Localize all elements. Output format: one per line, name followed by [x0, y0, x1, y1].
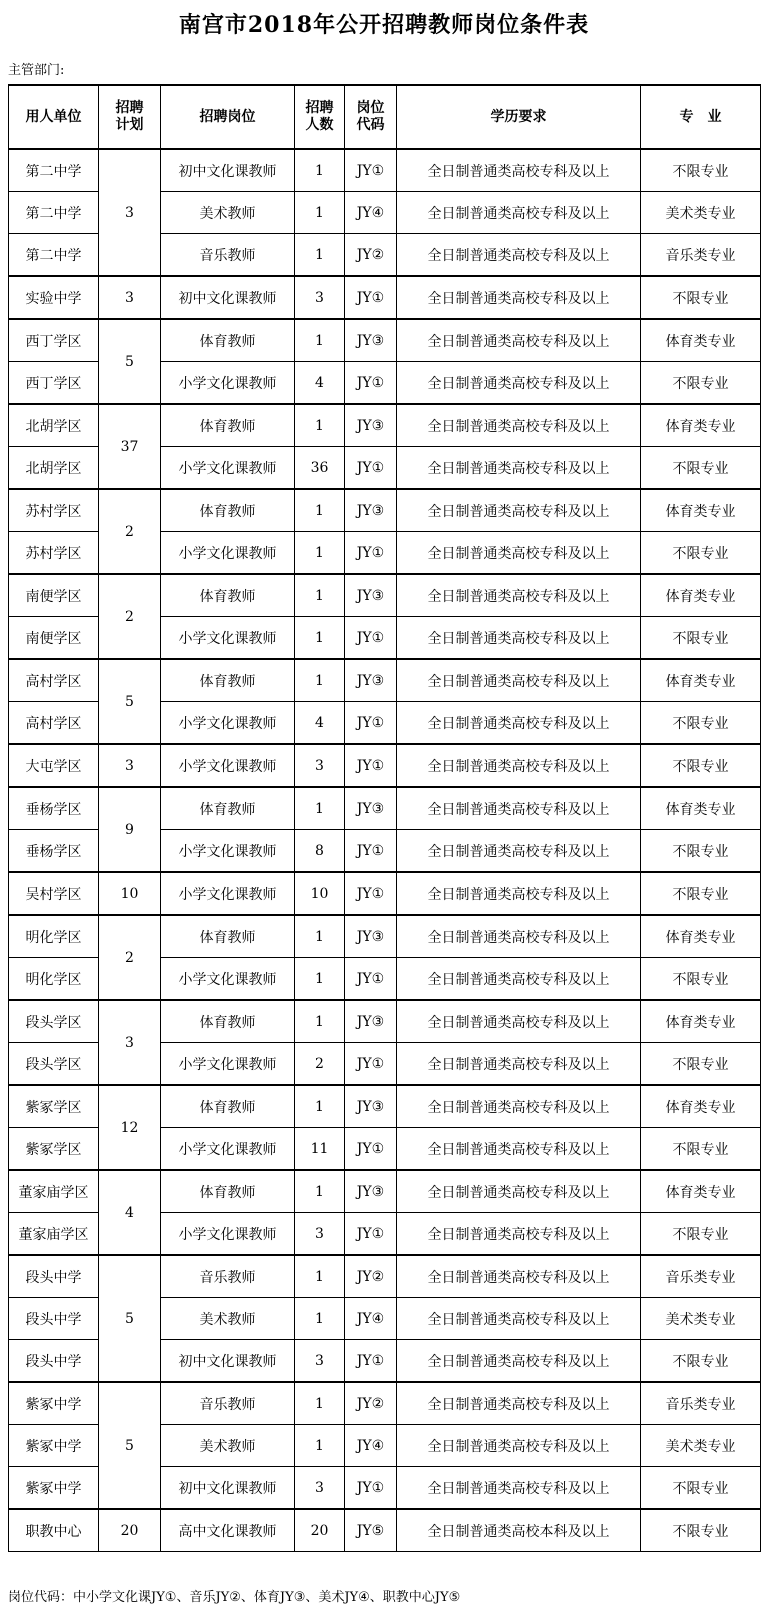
cell-count: 1	[295, 574, 345, 617]
cell-position: 小学文化课教师	[161, 830, 295, 873]
cell-unit: 职教中心	[9, 1509, 99, 1552]
cell-major: 不限专业	[641, 744, 761, 787]
table-row	[9, 489, 761, 532]
cell-plan: 10	[99, 872, 161, 915]
cell-code: JY③	[345, 1000, 397, 1043]
cell-unit: 垂杨学区	[9, 830, 99, 873]
cell-education: 全日制普通类高校专科及以上	[397, 1467, 641, 1510]
cell-position: 初中文化课教师	[161, 276, 295, 319]
cell-code: JY①	[345, 532, 397, 575]
cell-code: JY③	[345, 1170, 397, 1213]
cell-position: 音乐教师	[161, 234, 295, 277]
cell-code: JY③	[345, 1085, 397, 1128]
cell-code: JY①	[345, 1340, 397, 1383]
cell-plan: 5	[99, 659, 161, 744]
cell-plan: 5	[99, 1255, 161, 1382]
table-row	[9, 1509, 761, 1552]
cell-education: 全日制普通类高校专科及以上	[397, 702, 641, 745]
cell-unit: 段头学区	[9, 1000, 99, 1043]
cell-count: 1	[295, 1085, 345, 1128]
header-count: 招聘 人数	[295, 85, 345, 149]
cell-count: 3	[295, 276, 345, 319]
cell-education: 全日制普通类高校专科及以上	[397, 404, 641, 447]
cell-position: 小学文化课教师	[161, 1128, 295, 1171]
cell-major: 不限专业	[641, 447, 761, 490]
cell-major: 不限专业	[641, 1128, 761, 1171]
cell-code: JY①	[345, 149, 397, 192]
cell-major: 不限专业	[641, 1509, 761, 1552]
cell-unit: 紫冢学区	[9, 1085, 99, 1128]
cell-unit: 苏村学区	[9, 489, 99, 532]
cell-unit: 吴村学区	[9, 872, 99, 915]
cell-code: JY③	[345, 404, 397, 447]
cell-education: 全日制普通类高校专科及以上	[397, 830, 641, 873]
cell-code: JY②	[345, 234, 397, 277]
cell-unit: 段头中学	[9, 1340, 99, 1383]
cell-education: 全日制普通类高校专科及以上	[397, 532, 641, 575]
cell-code: JY④	[345, 1425, 397, 1467]
cell-count: 3	[295, 1467, 345, 1510]
cell-education: 全日制普通类高校专科及以上	[397, 1128, 641, 1171]
cell-position: 小学文化课教师	[161, 1043, 295, 1086]
cell-position: 体育教师	[161, 915, 295, 958]
cell-unit: 实验中学	[9, 276, 99, 319]
header-education: 学历要求	[397, 85, 641, 149]
cell-education: 全日制普通类高校专科及以上	[397, 574, 641, 617]
cell-major: 不限专业	[641, 1340, 761, 1383]
cell-position: 音乐教师	[161, 1255, 295, 1298]
cell-unit: 高村学区	[9, 702, 99, 745]
cell-major: 体育类专业	[641, 574, 761, 617]
cell-education: 全日制普通类高校专科及以上	[397, 1085, 641, 1128]
header-row	[9, 85, 761, 149]
cell-major: 体育类专业	[641, 1085, 761, 1128]
cell-education: 全日制普通类高校专科及以上	[397, 447, 641, 490]
footnote: 岗位代码：中小学文化课JY①、音乐JY②、体育JY③、美术JY④、职教中心JY⑤	[8, 1590, 461, 1605]
cell-code: JY①	[345, 447, 397, 490]
cell-count: 1	[295, 1382, 345, 1425]
cell-unit: 大屯学区	[9, 744, 99, 787]
cell-position: 小学文化课教师	[161, 447, 295, 490]
cell-count: 3	[295, 744, 345, 787]
table-row	[9, 404, 761, 447]
cell-unit: 紫冢中学	[9, 1467, 99, 1510]
cell-education: 全日制普通类高校专科及以上	[397, 489, 641, 532]
cell-count: 1	[295, 617, 345, 660]
cell-position: 小学文化课教师	[161, 532, 295, 575]
header-position: 招聘岗位	[161, 85, 295, 149]
cell-code: JY①	[345, 1467, 397, 1510]
cell-education: 全日制普通类高校专科及以上	[397, 1298, 641, 1340]
cell-education: 全日制普通类高校专科及以上	[397, 234, 641, 277]
cell-position: 体育教师	[161, 489, 295, 532]
cell-unit: 明化学区	[9, 915, 99, 958]
cell-position: 美术教师	[161, 1298, 295, 1340]
cell-code: JY③	[345, 319, 397, 362]
cell-code: JY①	[345, 872, 397, 915]
cell-count: 1	[295, 915, 345, 958]
cell-position: 小学文化课教师	[161, 617, 295, 660]
cell-education: 全日制普通类高校专科及以上	[397, 617, 641, 660]
cell-major: 不限专业	[641, 276, 761, 319]
department-label: 主管部门:	[8, 63, 65, 78]
table-row	[9, 276, 761, 319]
cell-position: 体育教师	[161, 787, 295, 830]
cell-position: 小学文化课教师	[161, 744, 295, 787]
cell-major: 不限专业	[641, 958, 761, 1001]
cell-position: 小学文化课教师	[161, 872, 295, 915]
cell-major: 体育类专业	[641, 404, 761, 447]
table-row	[9, 744, 761, 787]
cell-count: 1	[295, 787, 345, 830]
cell-plan: 5	[99, 1382, 161, 1509]
cell-education: 全日制普通类高校专科及以上	[397, 1255, 641, 1298]
table-row	[9, 787, 761, 830]
cell-count: 3	[295, 1213, 345, 1256]
header-major: 专 业	[641, 85, 761, 149]
table-row	[9, 1382, 761, 1425]
cell-code: JY①	[345, 1213, 397, 1256]
cell-major: 不限专业	[641, 149, 761, 192]
cell-count: 1	[295, 404, 345, 447]
cell-plan: 4	[99, 1170, 161, 1255]
cell-education: 全日制普通类高校专科及以上	[397, 958, 641, 1001]
cell-position: 体育教师	[161, 659, 295, 702]
cell-plan: 37	[99, 404, 161, 489]
table-row	[9, 1170, 761, 1213]
cell-count: 2	[295, 1043, 345, 1086]
cell-major: 不限专业	[641, 1043, 761, 1086]
cell-unit: 第二中学	[9, 234, 99, 277]
cell-education: 全日制普通类高校专科及以上	[397, 319, 641, 362]
cell-count: 1	[295, 958, 345, 1001]
cell-plan: 3	[99, 1000, 161, 1085]
cell-major: 体育类专业	[641, 1170, 761, 1213]
cell-education: 全日制普通类高校专科及以上	[397, 1425, 641, 1467]
cell-major: 美术类专业	[641, 1298, 761, 1340]
cell-education: 全日制普通类高校专科及以上	[397, 192, 641, 234]
cell-major: 体育类专业	[641, 915, 761, 958]
cell-major: 不限专业	[641, 532, 761, 575]
cell-unit: 高村学区	[9, 659, 99, 702]
cell-code: JY③	[345, 489, 397, 532]
cell-count: 1	[295, 659, 345, 702]
cell-major: 体育类专业	[641, 319, 761, 362]
cell-count: 1	[295, 234, 345, 277]
cell-code: JY②	[345, 1382, 397, 1425]
cell-count: 1	[295, 1425, 345, 1467]
cell-plan: 3	[99, 149, 161, 276]
cell-plan: 2	[99, 915, 161, 1000]
cell-code: JY①	[345, 362, 397, 405]
cell-major: 体育类专业	[641, 1000, 761, 1043]
cell-position: 美术教师	[161, 1425, 295, 1467]
cell-position: 小学文化课教师	[161, 362, 295, 405]
cell-education: 全日制普通类高校专科及以上	[397, 1340, 641, 1383]
cell-count: 4	[295, 362, 345, 405]
cell-education: 全日制普通类高校专科及以上	[397, 872, 641, 915]
cell-count: 1	[295, 192, 345, 234]
cell-unit: 紫冢学区	[9, 1128, 99, 1171]
cell-count: 20	[295, 1509, 345, 1552]
cell-education: 全日制普通类高校专科及以上	[397, 1000, 641, 1043]
cell-unit: 第二中学	[9, 149, 99, 192]
cell-position: 体育教师	[161, 1000, 295, 1043]
table-row	[9, 1255, 761, 1298]
cell-education: 全日制普通类高校专科及以上	[397, 744, 641, 787]
cell-position: 美术教师	[161, 192, 295, 234]
cell-major: 不限专业	[641, 830, 761, 873]
cell-count: 4	[295, 702, 345, 745]
cell-plan: 2	[99, 574, 161, 659]
cell-position: 高中文化课教师	[161, 1509, 295, 1552]
cell-major: 体育类专业	[641, 489, 761, 532]
cell-code: JY⑤	[345, 1509, 397, 1552]
cell-code: JY①	[345, 617, 397, 660]
cell-count: 1	[295, 1170, 345, 1213]
table-row	[9, 659, 761, 702]
cell-education: 全日制普通类高校专科及以上	[397, 149, 641, 192]
cell-education: 全日制普通类高校专科及以上	[397, 362, 641, 405]
cell-unit: 段头中学	[9, 1255, 99, 1298]
cell-position: 体育教师	[161, 574, 295, 617]
cell-unit: 紫冢中学	[9, 1382, 99, 1425]
cell-code: JY③	[345, 787, 397, 830]
cell-unit: 段头中学	[9, 1298, 99, 1340]
cell-unit: 南便学区	[9, 617, 99, 660]
cell-code: JY③	[345, 915, 397, 958]
cell-count: 11	[295, 1128, 345, 1171]
cell-plan: 2	[99, 489, 161, 574]
table-row	[9, 319, 761, 362]
cell-education: 全日制普通类高校专科及以上	[397, 787, 641, 830]
cell-unit: 董家庙学区	[9, 1213, 99, 1256]
cell-position: 初中文化课教师	[161, 1340, 295, 1383]
cell-major: 不限专业	[641, 702, 761, 745]
cell-plan: 5	[99, 319, 161, 404]
page-title: 南宫市2018年公开招聘教师岗位条件表	[178, 12, 590, 38]
cell-unit: 紫冢中学	[9, 1425, 99, 1467]
cell-position: 小学文化课教师	[161, 702, 295, 745]
cell-major: 美术类专业	[641, 192, 761, 234]
cell-code: JY④	[345, 1298, 397, 1340]
cell-count: 3	[295, 1340, 345, 1383]
header-unit: 用人单位	[9, 85, 99, 149]
cell-position: 初中文化课教师	[161, 149, 295, 192]
cell-education: 全日制普通类高校专科及以上	[397, 1170, 641, 1213]
cell-major: 美术类专业	[641, 1425, 761, 1467]
cell-education: 全日制普通类高校本科及以上	[397, 1509, 641, 1552]
cell-code: JY①	[345, 276, 397, 319]
cell-unit: 垂杨学区	[9, 787, 99, 830]
cell-position: 音乐教师	[161, 1382, 295, 1425]
cell-count: 8	[295, 830, 345, 873]
cell-major: 体育类专业	[641, 787, 761, 830]
cell-major: 不限专业	[641, 617, 761, 660]
cell-count: 36	[295, 447, 345, 490]
cell-unit: 南便学区	[9, 574, 99, 617]
cell-education: 全日制普通类高校专科及以上	[397, 1382, 641, 1425]
cell-code: JY①	[345, 830, 397, 873]
table-row	[9, 872, 761, 915]
cell-code: JY④	[345, 192, 397, 234]
cell-plan: 12	[99, 1085, 161, 1170]
cell-unit: 北胡学区	[9, 404, 99, 447]
cell-major: 体育类专业	[641, 659, 761, 702]
cell-plan: 9	[99, 787, 161, 872]
cell-position: 体育教师	[161, 1085, 295, 1128]
cell-position: 体育教师	[161, 319, 295, 362]
cell-count: 1	[295, 1000, 345, 1043]
cell-code: JY①	[345, 1128, 397, 1171]
cell-unit: 段头学区	[9, 1043, 99, 1086]
table-row	[9, 1085, 761, 1128]
cell-major: 不限专业	[641, 362, 761, 405]
cell-major: 音乐类专业	[641, 1255, 761, 1298]
cell-education: 全日制普通类高校专科及以上	[397, 1043, 641, 1086]
cell-unit: 第二中学	[9, 192, 99, 234]
table-row	[9, 1000, 761, 1043]
table-body	[9, 149, 761, 1552]
cell-count: 1	[295, 489, 345, 532]
cell-count: 1	[295, 532, 345, 575]
cell-code: JY③	[345, 659, 397, 702]
cell-position: 体育教师	[161, 1170, 295, 1213]
cell-code: JY①	[345, 744, 397, 787]
cell-count: 1	[295, 319, 345, 362]
cell-position: 初中文化课教师	[161, 1467, 295, 1510]
cell-education: 全日制普通类高校专科及以上	[397, 276, 641, 319]
cell-major: 音乐类专业	[641, 1382, 761, 1425]
cell-code: JY①	[345, 702, 397, 745]
table-row	[9, 574, 761, 617]
cell-unit: 西丁学区	[9, 319, 99, 362]
cell-unit: 北胡学区	[9, 447, 99, 490]
cell-education: 全日制普通类高校专科及以上	[397, 1213, 641, 1256]
cell-position: 体育教师	[161, 404, 295, 447]
cell-major: 不限专业	[641, 1467, 761, 1510]
cell-position: 小学文化课教师	[161, 1213, 295, 1256]
recruitment-table	[8, 84, 761, 1552]
cell-plan: 3	[99, 744, 161, 787]
cell-count: 10	[295, 872, 345, 915]
cell-plan: 3	[99, 276, 161, 319]
cell-unit: 苏村学区	[9, 532, 99, 575]
table-row	[9, 149, 761, 192]
cell-major: 不限专业	[641, 1213, 761, 1256]
cell-code: JY①	[345, 958, 397, 1001]
cell-count: 1	[295, 1255, 345, 1298]
cell-code: JY③	[345, 574, 397, 617]
cell-education: 全日制普通类高校专科及以上	[397, 915, 641, 958]
cell-major: 不限专业	[641, 872, 761, 915]
cell-unit: 董家庙学区	[9, 1170, 99, 1213]
header-plan: 招聘 计划	[99, 85, 161, 149]
cell-unit: 明化学区	[9, 958, 99, 1001]
cell-count: 1	[295, 149, 345, 192]
header-code: 岗位 代码	[345, 85, 397, 149]
cell-education: 全日制普通类高校专科及以上	[397, 659, 641, 702]
cell-major: 音乐类专业	[641, 234, 761, 277]
cell-plan: 20	[99, 1509, 161, 1552]
cell-code: JY②	[345, 1255, 397, 1298]
cell-unit: 西丁学区	[9, 362, 99, 405]
table-row	[9, 915, 761, 958]
cell-count: 1	[295, 1298, 345, 1340]
cell-position: 小学文化课教师	[161, 958, 295, 1001]
cell-code: JY①	[345, 1043, 397, 1086]
